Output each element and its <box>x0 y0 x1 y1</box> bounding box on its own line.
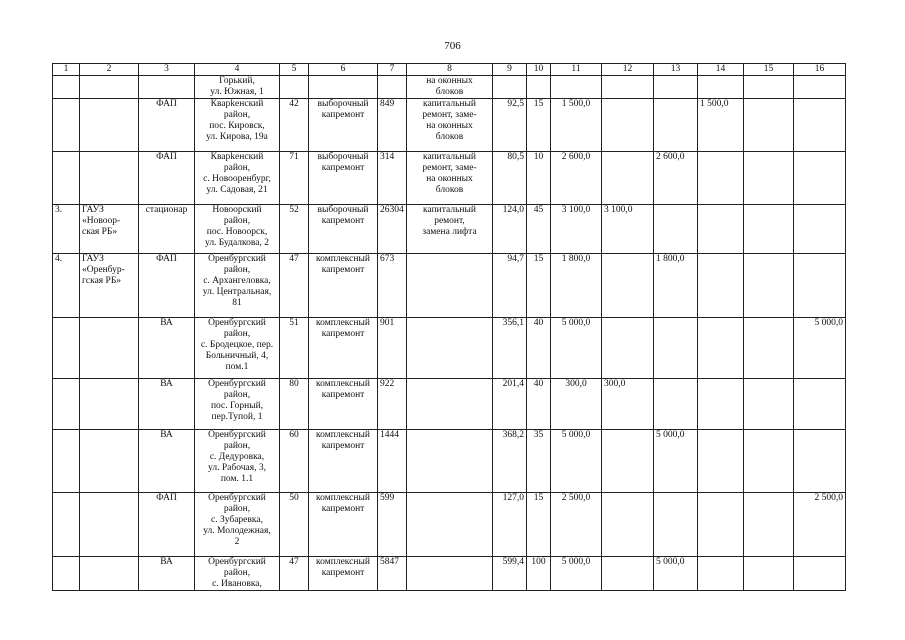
table-cell-col-6 <box>309 493 378 557</box>
cell-line: комплексный <box>316 557 370 567</box>
table-cell-col-12: 3 100,0 <box>602 205 654 254</box>
table-cell-col-8 <box>407 76 493 99</box>
column-number-cell: 16 <box>794 64 846 76</box>
cell-line: пер.Тупой, 1 <box>211 412 263 422</box>
cell-line: ГАУЗ <box>82 205 104 215</box>
table-cell-col-7: 26304 <box>378 205 407 254</box>
table-cell-col-5: 47 <box>280 254 309 318</box>
table-cell-col-2 <box>80 430 139 493</box>
table-cell-col-4 <box>195 493 280 557</box>
table-cell-col-3: ВА <box>139 430 195 493</box>
table-cell-col-1 <box>53 318 80 379</box>
table-cell-col-1 <box>53 76 80 99</box>
table-cell-col-7: 314 <box>378 152 407 205</box>
table-cell-col-1 <box>53 493 80 557</box>
table-cell-col-5: 80 <box>280 379 309 430</box>
table-cell-col-3 <box>139 76 195 99</box>
table-cell-col-10 <box>527 76 551 99</box>
table-cell-col-13 <box>654 76 698 99</box>
table-cell-col-2 <box>80 379 139 430</box>
table-cell-col-3: ФАП <box>139 152 195 205</box>
cell-line: пос. Новоорск, <box>206 227 268 237</box>
table-cell-col-11 <box>551 76 602 99</box>
cell-line: выборочный <box>317 205 369 215</box>
column-number-cell: 9 <box>493 64 527 76</box>
cell-line: ремонт, <box>434 216 465 226</box>
cell-line: капремонт <box>321 216 365 226</box>
table-cell-col-15 <box>744 318 794 379</box>
table-cell-col-14 <box>698 430 744 493</box>
table-cell-col-6 <box>309 76 378 99</box>
cell-line: капремонт <box>321 390 365 400</box>
table-cell-col-9: 94,7 <box>493 254 527 318</box>
cell-line: район, <box>223 265 251 275</box>
table-cell-col-2 <box>80 205 139 254</box>
table-cell-col-3: ВА <box>139 379 195 430</box>
table-cell-col-13 <box>654 99 698 152</box>
cell-line: капитальный <box>423 205 476 215</box>
cell-line: пом. 1.1 <box>220 474 254 484</box>
table-cell-col-7: 599 <box>378 493 407 557</box>
table-cell-col-13 <box>654 318 698 379</box>
table-cell-col-2 <box>80 99 139 152</box>
table-cell-col-15 <box>744 379 794 430</box>
cell-line: капремонт <box>321 568 365 578</box>
table-cell-col-3: ФАП <box>139 493 195 557</box>
table-cell-col-11: 1 800,0 <box>551 254 602 318</box>
cell-line: ская РБ» <box>82 227 118 237</box>
table-row <box>53 76 846 99</box>
table-cell-col-14 <box>698 152 744 205</box>
table-cell-col-9: 201,4 <box>493 379 527 430</box>
table-cell-col-12 <box>602 254 654 318</box>
cell-line: на оконных <box>426 76 473 86</box>
table-cell-col-6 <box>309 254 378 318</box>
table-cell-col-15 <box>744 557 794 591</box>
table-cell-col-16 <box>794 76 846 99</box>
cell-line: Горький, <box>219 76 255 86</box>
column-number-cell: 11 <box>551 64 602 76</box>
table-cell-col-8 <box>407 493 493 557</box>
cell-line: район, <box>223 329 251 339</box>
column-number-cell: 14 <box>698 64 744 76</box>
table-cell-col-10: 35 <box>527 430 551 493</box>
cell-line: капремонт <box>321 265 365 275</box>
table-cell-col-16 <box>794 430 846 493</box>
table-cell-col-9: 356,1 <box>493 318 527 379</box>
cell-line: ремонт, заме- <box>422 110 477 120</box>
table-cell-col-6 <box>309 152 378 205</box>
table-cell-col-9: 368,2 <box>493 430 527 493</box>
table-cell-col-6 <box>309 99 378 152</box>
table-cell-col-4 <box>195 254 280 318</box>
table-cell-col-9: 92,5 <box>493 99 527 152</box>
column-number-cell: 8 <box>407 64 493 76</box>
table-cell-col-3: ВА <box>139 557 195 591</box>
cell-line: капитальный <box>423 99 476 109</box>
table-row <box>53 379 846 430</box>
cell-line: блоков <box>435 132 464 142</box>
table-cell-col-15 <box>744 152 794 205</box>
table-cell-col-16 <box>794 254 846 318</box>
table-cell-col-13: 1 800,0 <box>654 254 698 318</box>
table-cell-col-1 <box>53 99 80 152</box>
table-cell-col-2 <box>80 557 139 591</box>
table-cell-col-8 <box>407 557 493 591</box>
cell-line: ул. Кирова, 19а <box>206 132 268 142</box>
cell-line: Больничный, 4, <box>205 351 269 361</box>
column-number-cell: 4 <box>195 64 280 76</box>
table-cell-col-8 <box>407 379 493 430</box>
table-cell-col-7 <box>378 76 407 99</box>
table-row <box>53 493 846 557</box>
cell-line: комплексный <box>316 493 370 503</box>
cell-line: Оренбургский <box>208 318 266 328</box>
table-cell-col-8 <box>407 99 493 152</box>
cell-line: ул. Молодежная, <box>203 526 271 536</box>
table-cell-col-11: 2 600,0 <box>551 152 602 205</box>
table-cell-col-11: 2 500,0 <box>551 493 602 557</box>
table-cell-col-8 <box>407 205 493 254</box>
table-cell-col-1 <box>53 430 80 493</box>
column-number-cell: 6 <box>309 64 378 76</box>
table-cell-col-2 <box>80 152 139 205</box>
table-cell-col-14 <box>698 318 744 379</box>
page-number: 706 <box>444 40 461 52</box>
table-cell-col-11: 5 000,0 <box>551 318 602 379</box>
table-cell-col-2 <box>80 493 139 557</box>
column-number-cell: 7 <box>378 64 407 76</box>
table-cell-col-16: 2 500,0 <box>794 493 846 557</box>
table-cell-col-8 <box>407 318 493 379</box>
column-number-cell: 10 <box>527 64 551 76</box>
table-row <box>53 318 846 379</box>
table-cell-col-12 <box>602 430 654 493</box>
table-cell-col-15 <box>744 493 794 557</box>
cell-line: капремонт <box>321 110 365 120</box>
cell-line: район, <box>223 390 251 400</box>
cell-line: пос. Горный, <box>210 401 264 411</box>
column-number-cell: 13 <box>654 64 698 76</box>
cell-line: замена лифта <box>422 227 477 237</box>
cell-line: Новоорский <box>212 205 262 215</box>
table-cell-col-4 <box>195 152 280 205</box>
table-cell-col-12 <box>602 557 654 591</box>
table-cell-col-11: 5 000,0 <box>551 430 602 493</box>
table-cell-col-5 <box>280 76 309 99</box>
table-cell-col-12 <box>602 76 654 99</box>
cell-line: ГАУЗ <box>82 254 104 264</box>
cell-line: район, <box>223 163 251 173</box>
table-cell-col-6 <box>309 557 378 591</box>
table-cell-col-10: 15 <box>527 254 551 318</box>
table-cell-col-12 <box>602 152 654 205</box>
cell-line: ул. Садовая, 21 <box>206 185 268 195</box>
table-cell-col-1: 3. <box>53 205 80 254</box>
table-cell-col-7: 673 <box>378 254 407 318</box>
column-number-cell: 3 <box>139 64 195 76</box>
cell-line: ул. Будалкова, 2 <box>204 238 270 248</box>
table-cell-col-15 <box>744 205 794 254</box>
cell-line: блоков <box>435 185 464 195</box>
table-cell-col-7: 1444 <box>378 430 407 493</box>
table-cell-col-12 <box>602 493 654 557</box>
table-cell-col-6 <box>309 318 378 379</box>
table-cell-col-13 <box>654 379 698 430</box>
cell-line: Оренбургский <box>208 557 266 567</box>
table-cell-col-16 <box>794 379 846 430</box>
table-cell-col-16 <box>794 99 846 152</box>
table-row <box>53 430 846 493</box>
table-cell-col-4 <box>195 318 280 379</box>
table-cell-col-1 <box>53 152 80 205</box>
table-cell-col-10: 10 <box>527 152 551 205</box>
table-cell-col-5: 60 <box>280 430 309 493</box>
table-cell-col-7: 5847 <box>378 557 407 591</box>
table-cell-col-11: 3 100,0 <box>551 205 602 254</box>
table-cell-col-14 <box>698 379 744 430</box>
cell-line: блоков <box>435 87 464 97</box>
table-row <box>53 254 846 318</box>
table-cell-col-11: 5 000,0 <box>551 557 602 591</box>
cell-line: район, <box>223 110 251 120</box>
cell-line: выборочный <box>317 152 369 162</box>
table-cell-col-7: 901 <box>378 318 407 379</box>
cell-line: выборочный <box>317 99 369 109</box>
table-cell-col-13 <box>654 493 698 557</box>
cell-line: капитальный <box>423 152 476 162</box>
table-row <box>53 152 846 205</box>
table-cell-col-13: 2 600,0 <box>654 152 698 205</box>
table-cell-col-13: 5 000,0 <box>654 430 698 493</box>
cell-line: с. Дедуровка, <box>209 452 265 462</box>
table-cell-col-5: 47 <box>280 557 309 591</box>
table-cell-col-10: 40 <box>527 318 551 379</box>
table-cell-col-2 <box>80 254 139 318</box>
table-cell-col-11: 300,0 <box>551 379 602 430</box>
table-cell-col-1 <box>53 557 80 591</box>
cell-line: капремонт <box>321 441 365 451</box>
table-cell-col-9: 127,0 <box>493 493 527 557</box>
table-cell-col-5: 71 <box>280 152 309 205</box>
table-cell-col-14 <box>698 254 744 318</box>
table-cell-col-6 <box>309 379 378 430</box>
cell-line: Кварkенский <box>210 152 264 162</box>
table-cell-col-14: 1 500,0 <box>698 99 744 152</box>
table-cell-col-4 <box>195 99 280 152</box>
capital-repair-table <box>52 63 846 591</box>
table-cell-col-15 <box>744 430 794 493</box>
table-cell-col-5: 42 <box>280 99 309 152</box>
table-cell-col-3: ФАП <box>139 99 195 152</box>
table-cell-col-4 <box>195 205 280 254</box>
table-cell-col-15 <box>744 76 794 99</box>
table-cell-col-8 <box>407 152 493 205</box>
table-cell-col-16 <box>794 557 846 591</box>
cell-line: Оренбургский <box>208 430 266 440</box>
table-cell-col-7: 922 <box>378 379 407 430</box>
table-cell-col-15 <box>744 99 794 152</box>
table-row <box>53 205 846 254</box>
table-cell-col-12 <box>602 99 654 152</box>
table-cell-col-16 <box>794 152 846 205</box>
table-row <box>53 557 846 591</box>
table-cell-col-6 <box>309 430 378 493</box>
cell-line: комплексный <box>316 254 370 264</box>
cell-line: Оренбургский <box>208 254 266 264</box>
table-cell-col-16 <box>794 205 846 254</box>
table-cell-col-14 <box>698 557 744 591</box>
table-cell-col-5: 52 <box>280 205 309 254</box>
table-cell-col-9: 599,4 <box>493 557 527 591</box>
table-cell-col-7: 849 <box>378 99 407 152</box>
table-cell-col-13: 5 000,0 <box>654 557 698 591</box>
table-cell-col-2 <box>80 318 139 379</box>
cell-line: пом.1 <box>225 362 249 372</box>
cell-line: район, <box>223 504 251 514</box>
table-cell-col-3: ФАП <box>139 254 195 318</box>
cell-line: «Новоор- <box>82 216 121 226</box>
table-cell-col-3: стационар <box>139 205 195 254</box>
cell-line: «Оренбур- <box>82 265 125 275</box>
cell-line: комплексный <box>316 379 370 389</box>
table-cell-col-4 <box>195 557 280 591</box>
table-cell-col-3: ВА <box>139 318 195 379</box>
table-cell-col-5: 51 <box>280 318 309 379</box>
cell-line: Оренбургский <box>208 379 266 389</box>
cell-line: ул. Центральная, <box>202 287 272 297</box>
cell-line: капремонт <box>321 329 365 339</box>
table-cell-col-12: 300,0 <box>602 379 654 430</box>
table-cell-col-15 <box>744 254 794 318</box>
table-cell-col-1 <box>53 379 80 430</box>
column-number-cell: 15 <box>744 64 794 76</box>
cell-line: ул. Рабочая, 3, <box>208 463 266 473</box>
cell-line: на оконных <box>426 174 473 184</box>
table-cell-col-16: 5 000,0 <box>794 318 846 379</box>
cell-line: на оконных <box>426 121 473 131</box>
cell-line: район, <box>223 216 251 226</box>
table-cell-col-14 <box>698 493 744 557</box>
table-cell-col-8 <box>407 430 493 493</box>
table-cell-col-4 <box>195 430 280 493</box>
table-cell-col-9 <box>493 76 527 99</box>
table-cell-col-12 <box>602 318 654 379</box>
cell-line: 81 <box>232 298 242 308</box>
cell-line: Оренбургский <box>208 493 266 503</box>
table-cell-col-5: 50 <box>280 493 309 557</box>
table-cell-col-9: 124,0 <box>493 205 527 254</box>
table-row <box>53 99 846 152</box>
column-number-cell: 1 <box>53 64 80 76</box>
cell-line: с. Ивановка, <box>212 579 262 589</box>
column-number-row <box>53 64 846 76</box>
cell-line: с. Бродецкое, пер. <box>200 340 274 350</box>
table-cell-col-9: 80,5 <box>493 152 527 205</box>
table-cell-col-1: 4. <box>53 254 80 318</box>
cell-line: капремонт <box>321 504 365 514</box>
table-cell-col-10: 15 <box>527 493 551 557</box>
table-cell-col-14 <box>698 76 744 99</box>
table-cell-col-10: 15 <box>527 99 551 152</box>
table-cell-col-6 <box>309 205 378 254</box>
column-number-cell: 12 <box>602 64 654 76</box>
table-cell-col-10: 100 <box>527 557 551 591</box>
cell-line: комплексный <box>316 430 370 440</box>
table-cell-col-2 <box>80 76 139 99</box>
cell-line: Кварkенский <box>210 99 264 109</box>
column-number-cell: 5 <box>280 64 309 76</box>
table-cell-col-14 <box>698 205 744 254</box>
table-cell-col-4 <box>195 76 280 99</box>
cell-line: комплексный <box>316 318 370 328</box>
cell-line: с. Зубаревка, <box>211 515 263 525</box>
table-cell-col-10: 40 <box>527 379 551 430</box>
cell-line: район, <box>223 441 251 451</box>
table-cell-col-10: 45 <box>527 205 551 254</box>
table-cell-col-13 <box>654 205 698 254</box>
cell-line: с. Архангеловка, <box>203 276 271 286</box>
cell-line: пос. Кировск, <box>209 121 265 131</box>
cell-line: ремонт, заме- <box>422 163 477 173</box>
table-cell-col-8 <box>407 254 493 318</box>
table-cell-col-4 <box>195 379 280 430</box>
table-cell-col-11: 1 500,0 <box>551 99 602 152</box>
cell-line: ул. Южная, 1 <box>210 87 264 97</box>
cell-line: капремонт <box>321 163 365 173</box>
cell-line: район, <box>223 568 251 578</box>
column-number-cell: 2 <box>80 64 139 76</box>
cell-line: гская РБ» <box>82 276 122 286</box>
cell-line: 2 <box>234 537 240 547</box>
cell-line: с. Новооренбург, <box>203 174 271 184</box>
